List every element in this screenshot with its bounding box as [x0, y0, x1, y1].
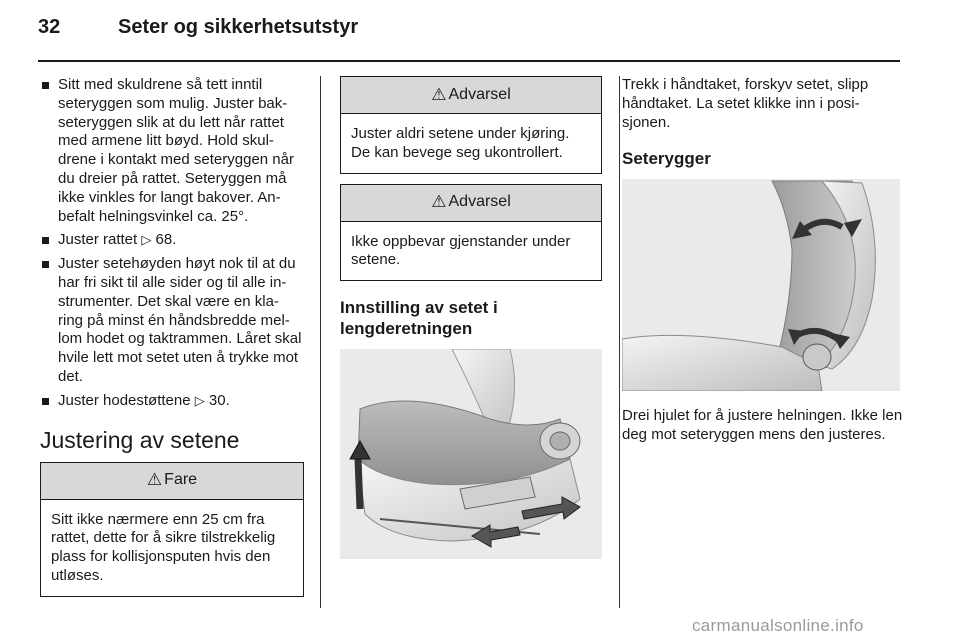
danger-box: [40, 462, 304, 597]
section-heading: Innstilling av setet i lengderetningen: [340, 298, 498, 339]
warning-text: Juster aldri setene under kjøring. De kan bevege seg ukontrollert.: [351, 125, 570, 161]
page-header: [38, 16, 918, 56]
list-item: Sitt med skuldrene så tett inntil seteryggen som mulig. Juster bak- seteryggen slik at du lett når rattet med armene litt bøyd. Hold skul- drene i kontakt med seteryggen når du dreier på rattet. Seteryggen må ikke vinkles for langt bakover. An- befalt helningsvinkel ca. 25°.: [40, 76, 304, 226]
warning-box-2: [340, 184, 602, 282]
page-reference-icon: ▷: [141, 232, 152, 248]
warning-triangle-icon: ⚠: [146, 470, 163, 490]
height-arrow-icon: [358, 459, 360, 509]
page-reference-link[interactable]: 68.: [155, 231, 177, 249]
column-divider-1: [320, 76, 321, 608]
paragraph: Trekk i håndtaket, forskyv setet, slipp håndtaket. La setet klikke inn i posi- sjonen.: [622, 76, 869, 131]
warning-box-header: [341, 185, 601, 222]
seat-slide-illustration: [340, 349, 602, 559]
watermark: carmanualsonline.info: [692, 616, 864, 635]
list-item: Juster hodestøttene ▷ 30.: [40, 392, 304, 411]
seat-longitudinal-illustration: [340, 349, 602, 559]
header-rule: [38, 60, 900, 62]
page-reference-link[interactable]: 30.: [208, 391, 230, 409]
column-2: [340, 76, 602, 559]
page-number: 32: [38, 16, 61, 38]
warning-label: Advarsel: [448, 85, 511, 103]
image-caption: Drei hjulet for å justere helningen. Ikke len deg mot seteryggen mens den justeres.: [622, 407, 903, 444]
column-divider-2: [619, 76, 620, 608]
danger-label: Fare: [164, 471, 198, 489]
column-1: [40, 76, 304, 597]
column-3: [622, 76, 904, 445]
warning-box-1: [340, 76, 602, 174]
page-reference-icon: ▷: [194, 392, 205, 408]
seatback-illustration: [622, 179, 900, 391]
seatback-recline-illustration: [622, 179, 900, 391]
list-item: Juster setehøyden høyt nok til at du har fri sikt til alle sider og til alle in- strumenter. Det skal være en kla- ring på minst én håndsbredde mel- lom hodet og taktrammen. Låret skal hvile lett mot setet uten å trykke mot det.: [40, 255, 304, 387]
warning-triangle-icon: ⚠: [431, 192, 447, 212]
list-item: Juster rattet ▷ 68.: [40, 231, 304, 250]
section-heading: Seterygger: [622, 149, 711, 169]
danger-box-header: [41, 463, 303, 500]
warning-label: Advarsel: [448, 193, 511, 211]
warning-box-header: [341, 77, 601, 114]
warning-text: Ikke oppbevar gjenstander under setene.: [351, 232, 571, 269]
danger-text: Sitt ikke nærmere enn 25 cm fra rattet, dette for å sikre tilstrekkelig plass for kollisjonsputen hvis den utløses.: [51, 510, 276, 584]
bullet-list: [40, 76, 304, 411]
warning-triangle-icon: ⚠: [431, 84, 447, 104]
page-title: Seter og sikkerhetsutstyr: [118, 16, 359, 38]
section-heading: Justering av setene: [40, 426, 240, 453]
